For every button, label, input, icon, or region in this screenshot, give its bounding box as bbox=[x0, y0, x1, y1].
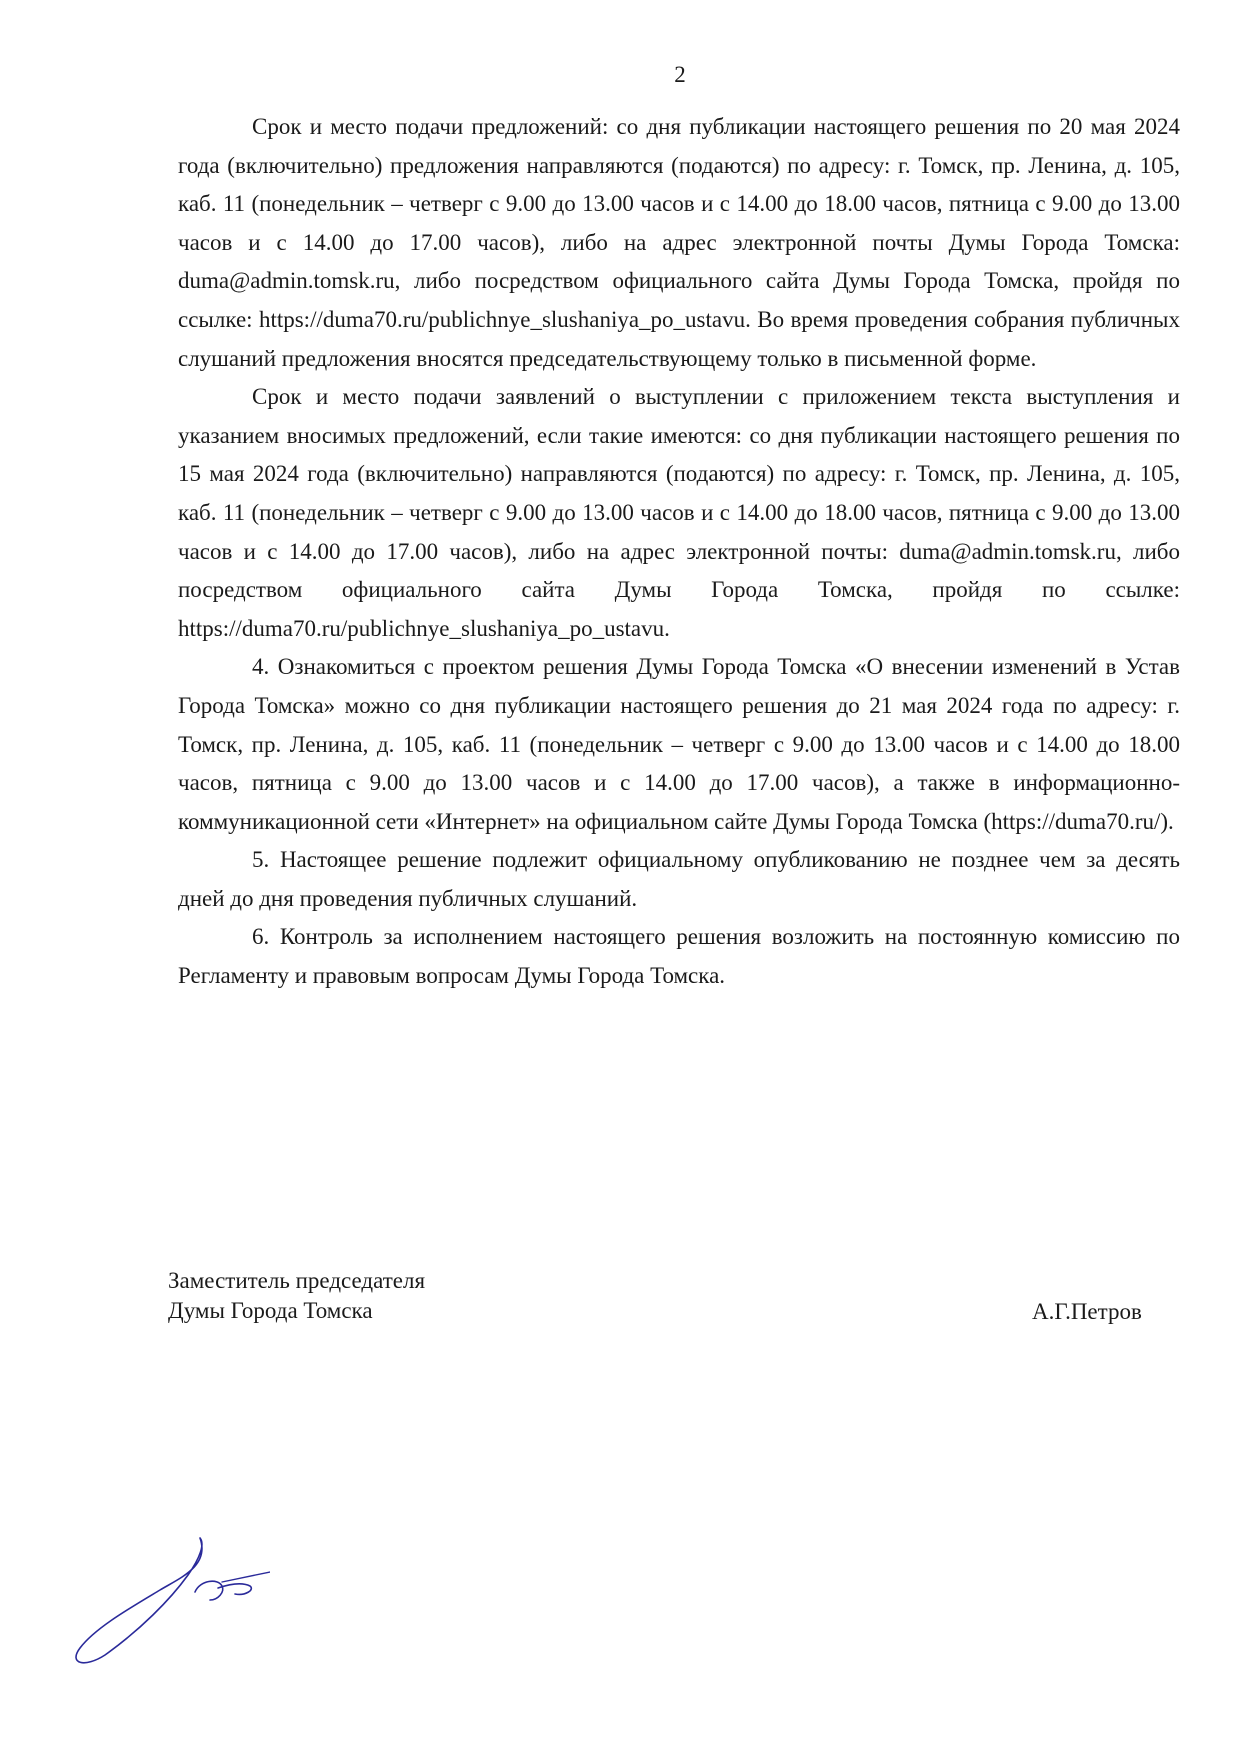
document-body bbox=[178, 108, 1180, 996]
paragraph-speech-applications: Срок и место подачи заявлений о выступлении с приложением текста выступления и указанием вносимых предложений, если такие имеются: со дня публикации настоящего решения по 15 мая 2024 года (включительно) направляются (подаются) по адресу: г. Томск, пр. Ленина, д. 105, каб. 11 (понедельник – четверг с 9.00 до 13.00 часов и с 14.00 до 18.00 часов, пятница с 9.00 до 13.00 часов и с 14.00 до 17.00 часов), либо на адрес электронной почты: duma@admin.tomsk.ru, либо посредством официального сайта Думы Города Томска, пройдя по ссылке: https://duma70.ru/publichnye_slushaniya_po_ustavu. bbox=[178, 384, 1180, 641]
page-number: 2 bbox=[674, 62, 686, 87]
paragraph-item-5: 5. Настоящее решение подлежит официальному опубликованию не позднее чем за десять дней до дня проведения публичных слушаний. bbox=[178, 847, 1180, 911]
handwritten-signature bbox=[50, 1530, 270, 1670]
paragraph-item-4: 4. Ознакомиться с проектом решения Думы Города Томска «О внесении изменений в Устав Города Томска» можно со дня публикации настоящего решения до 21 мая 2024 года по адресу: г. Томск, пр. Ленина, д. 105, каб. 11 (понедельник – четверг с 9.00 до 13.00 часов и с 14.00 до 18.00 часов, пятница с 9.00 до 13.00 часов и с 14.00 до 17.00 часов), а также в информационно-коммуникационной сети «Интернет» на официальном сайте Думы Города Томска (https://duma70.ru/). bbox=[178, 654, 1180, 834]
signatory-title-line-1: Заместитель председателя bbox=[168, 1268, 426, 1293]
signatory-name: А.Г.Петров bbox=[1032, 1299, 1142, 1324]
paragraph-item-6: 6. Контроль за исполнением настоящего решения возложить на постоянную комиссию по Регламенту и правовым вопросам Думы Города Томска. bbox=[178, 924, 1180, 989]
paragraph-proposals-deadline: Срок и место подачи предложений: со дня публикации настоящего решения по 20 мая 2024 года (включительно) предложения направляются (подаются) по адресу: г. Томск, пр. Ленина, д. 105, каб. 11 (понедельник – четверг с 9.00 до 13.00 часов и с 14.00 до 18.00 часов, пятница с 9.00 до 13.00 часов и с 14.00 до 17.00 часов), либо на адрес электронной почты Думы Города Томска: duma@admin.tomsk.ru, либо посредством официального сайта Думы Города Томска, пройдя по ссылке: https://duma70.ru/publichnye_slushaniya_po_ustavu. Во время проведения собрания публичных слушаний предложения вносятся председательствующему только в письменной форме. bbox=[178, 114, 1180, 371]
signatory-title bbox=[168, 1266, 425, 1326]
signatory-title-line-2: Думы Города Томска bbox=[168, 1298, 373, 1323]
